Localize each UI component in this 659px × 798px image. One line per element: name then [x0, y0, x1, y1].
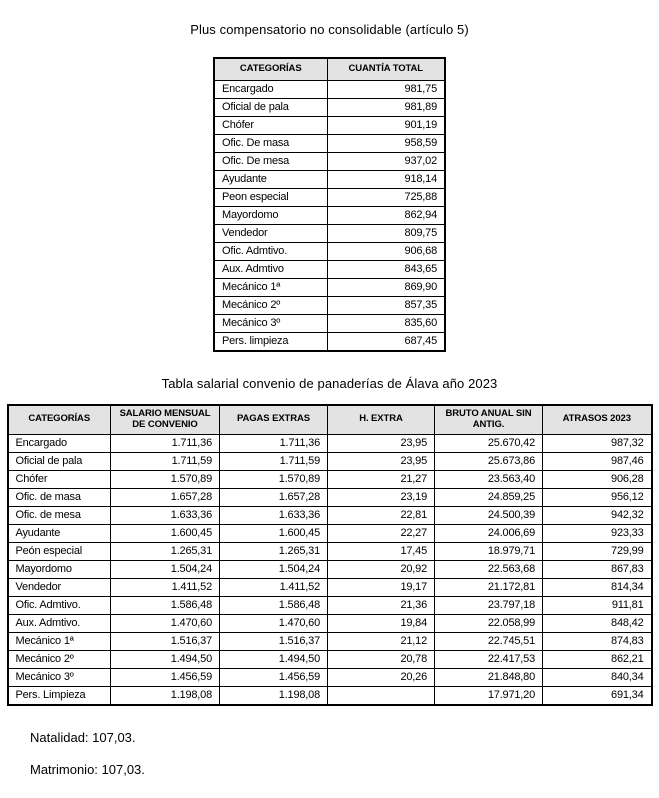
value-cell: 874,83 — [543, 632, 652, 650]
category-cell: Mecánico 3º — [8, 668, 111, 686]
value-cell: 1.711,36 — [220, 434, 328, 452]
value-cell: 18.979,71 — [435, 542, 543, 560]
table-row — [214, 134, 445, 152]
table-row — [214, 224, 445, 242]
table-row — [214, 98, 445, 116]
category-cell: Chófer — [214, 116, 327, 134]
value-cell: 1.600,45 — [220, 524, 328, 542]
value-cell: 19,84 — [328, 614, 435, 632]
value-cell: 1.633,36 — [111, 506, 220, 524]
table-row — [8, 542, 652, 560]
matrimonio-text: Matrimonio: 107,03. — [30, 761, 145, 777]
table-row — [8, 632, 652, 650]
category-cell: Mecánico 2º — [214, 296, 327, 314]
value-cell: 19,17 — [328, 578, 435, 596]
table-row — [8, 578, 652, 596]
salary-table-title: Tabla salarial convenio de panaderías de Álava año 2023 — [161, 375, 498, 391]
table-row — [8, 452, 652, 470]
value-cell: 1.198,08 — [111, 686, 220, 705]
value-cell: 911,81 — [543, 596, 652, 614]
value-cell: 906,68 — [327, 242, 445, 260]
value-cell: 22,81 — [328, 506, 435, 524]
column-header-categorias: CATEGORÍAS — [214, 58, 327, 80]
value-cell: 691,34 — [543, 686, 652, 705]
table-row — [8, 650, 652, 668]
category-cell: Peón especial — [8, 542, 111, 560]
category-cell: Encargado — [8, 434, 111, 452]
value-cell: 23,19 — [328, 488, 435, 506]
category-cell: Mayordomo — [214, 206, 327, 224]
value-cell: 987,46 — [543, 452, 652, 470]
table-row — [8, 668, 652, 686]
value-cell: 867,83 — [543, 560, 652, 578]
value-cell: 869,90 — [327, 278, 445, 296]
value-cell: 1.711,59 — [111, 452, 220, 470]
value-cell: 809,75 — [327, 224, 445, 242]
value-cell: 23,95 — [328, 434, 435, 452]
table-row — [8, 560, 652, 578]
plus-table-header-row — [214, 58, 445, 80]
value-cell: 729,99 — [543, 542, 652, 560]
category-cell: Peon especial — [214, 188, 327, 206]
plus-table — [213, 57, 446, 352]
salary-table-header-row — [8, 405, 652, 434]
category-cell: Vendedor — [8, 578, 111, 596]
value-cell: 1.586,48 — [220, 596, 328, 614]
table-row — [8, 614, 652, 632]
value-cell: 22.563,68 — [435, 560, 543, 578]
category-cell: Ofic. De mesa — [214, 152, 327, 170]
value-cell: 1.657,28 — [220, 488, 328, 506]
value-cell: 1.470,60 — [220, 614, 328, 632]
category-cell: Mecánico 1ª — [8, 632, 111, 650]
table-row — [8, 470, 652, 488]
value-cell: 1.411,52 — [111, 578, 220, 596]
value-cell: 1.470,60 — [111, 614, 220, 632]
value-cell: 848,42 — [543, 614, 652, 632]
category-cell: Ofic. de mesa — [8, 506, 111, 524]
value-cell: 22.417,53 — [435, 650, 543, 668]
value-cell: 21,27 — [328, 470, 435, 488]
category-cell: Mayordomo — [8, 560, 111, 578]
category-cell: Vendedor — [214, 224, 327, 242]
value-cell: 1.516,37 — [220, 632, 328, 650]
value-cell: 1.494,50 — [220, 650, 328, 668]
value-cell: 22.058,99 — [435, 614, 543, 632]
category-cell: Chófer — [8, 470, 111, 488]
value-cell: 1.456,59 — [220, 668, 328, 686]
value-cell: 21,12 — [328, 632, 435, 650]
value-cell: 20,78 — [328, 650, 435, 668]
category-cell: Ofic. Admtivo. — [8, 596, 111, 614]
category-cell: Mecánico 2º — [8, 650, 111, 668]
value-cell: 725,88 — [327, 188, 445, 206]
category-cell: Ayudante — [214, 170, 327, 188]
value-cell: 23,95 — [328, 452, 435, 470]
value-cell: 862,21 — [543, 650, 652, 668]
value-cell: 17.971,20 — [435, 686, 543, 705]
value-cell: 23.563,40 — [435, 470, 543, 488]
value-cell: 1.570,89 — [111, 470, 220, 488]
salary-table-body — [8, 434, 652, 705]
table-row — [214, 116, 445, 134]
value-cell: 901,19 — [327, 116, 445, 134]
value-cell: 1.265,31 — [220, 542, 328, 560]
value-cell: 1.504,24 — [220, 560, 328, 578]
value-cell: 987,32 — [543, 434, 652, 452]
category-cell: Mecánico 1ª — [214, 278, 327, 296]
value-cell: 1.411,52 — [220, 578, 328, 596]
value-cell — [328, 686, 435, 705]
table-row — [8, 488, 652, 506]
value-cell: 956,12 — [543, 488, 652, 506]
value-cell: 937,02 — [327, 152, 445, 170]
value-cell: 25.673,86 — [435, 452, 543, 470]
category-cell: Mecánico 3º — [214, 314, 327, 332]
value-cell: 1.456,59 — [111, 668, 220, 686]
value-cell: 981,75 — [327, 80, 445, 98]
category-cell: Aux. Admtivo — [214, 260, 327, 278]
value-cell: 857,35 — [327, 296, 445, 314]
value-cell: 24.006,69 — [435, 524, 543, 542]
category-cell: Encargado — [214, 80, 327, 98]
category-cell: Aux. Admtivo. — [8, 614, 111, 632]
category-cell: Ayudante — [8, 524, 111, 542]
value-cell: 1.198,08 — [220, 686, 328, 705]
value-cell: 17,45 — [328, 542, 435, 560]
value-cell: 906,28 — [543, 470, 652, 488]
category-cell: Oficial de pala — [214, 98, 327, 116]
value-cell: 24.859,25 — [435, 488, 543, 506]
column-header-atrasos-2023: ATRASOS 2023 — [543, 405, 652, 434]
column-header-h-extra: H. EXTRA — [328, 405, 435, 434]
value-cell: 981,89 — [327, 98, 445, 116]
value-cell: 862,94 — [327, 206, 445, 224]
value-cell: 958,59 — [327, 134, 445, 152]
column-header-categorias: CATEGORÍAS — [8, 405, 111, 434]
table-row — [214, 260, 445, 278]
category-cell: Ofic. Admtivo. — [214, 242, 327, 260]
value-cell: 840,34 — [543, 668, 652, 686]
table-row — [214, 314, 445, 332]
plus-table-title: Plus compensatorio no consolidable (artículo 5) — [190, 22, 469, 37]
plus-table-body — [214, 80, 445, 351]
value-cell: 1.570,89 — [220, 470, 328, 488]
value-cell: 24.500,39 — [435, 506, 543, 524]
value-cell: 1.265,31 — [111, 542, 220, 560]
value-cell: 1.516,37 — [111, 632, 220, 650]
table-row — [8, 596, 652, 614]
value-cell: 942,32 — [543, 506, 652, 524]
value-cell: 918,14 — [327, 170, 445, 188]
column-header-bruto-anual: BRUTO ANUAL SIN ANTIG. — [435, 405, 543, 434]
table-row — [214, 242, 445, 260]
category-cell: Oficial de pala — [8, 452, 111, 470]
value-cell: 20,26 — [328, 668, 435, 686]
column-header-pagas-extras: PAGAS EXTRAS — [220, 405, 328, 434]
table-row — [214, 332, 445, 351]
value-cell: 20,92 — [328, 560, 435, 578]
value-cell: 21,36 — [328, 596, 435, 614]
natalidad-text: Natalidad: 107,03. — [30, 729, 136, 745]
table-row — [8, 434, 652, 452]
table-row — [214, 80, 445, 98]
table-row — [214, 206, 445, 224]
salary-table — [7, 404, 653, 706]
value-cell: 21.848,80 — [435, 668, 543, 686]
category-cell: Pers. limpieza — [214, 332, 327, 351]
table-row — [8, 506, 652, 524]
value-cell: 21.172,81 — [435, 578, 543, 596]
value-cell: 1.711,36 — [111, 434, 220, 452]
table-row — [214, 296, 445, 314]
value-cell: 814,34 — [543, 578, 652, 596]
category-cell: Ofic. De masa — [214, 134, 327, 152]
table-row — [214, 188, 445, 206]
value-cell: 22,27 — [328, 524, 435, 542]
column-header-cuantia-total: CUANTÍA TOTAL — [327, 58, 445, 80]
value-cell: 835,60 — [327, 314, 445, 332]
column-header-salario-mensual: SALARIO MENSUAL DE CONVENIO — [111, 405, 220, 434]
table-row — [214, 278, 445, 296]
value-cell: 687,45 — [327, 332, 445, 351]
value-cell: 1.633,36 — [220, 506, 328, 524]
category-cell: Ofic. de masa — [8, 488, 111, 506]
value-cell: 1.657,28 — [111, 488, 220, 506]
value-cell: 923,33 — [543, 524, 652, 542]
value-cell: 1.711,59 — [220, 452, 328, 470]
table-row — [8, 686, 652, 705]
value-cell: 22.745,51 — [435, 632, 543, 650]
value-cell: 25.670,42 — [435, 434, 543, 452]
value-cell: 1.494,50 — [111, 650, 220, 668]
table-row — [214, 152, 445, 170]
table-row — [214, 170, 445, 188]
value-cell: 1.600,45 — [111, 524, 220, 542]
value-cell: 1.504,24 — [111, 560, 220, 578]
value-cell: 1.586,48 — [111, 596, 220, 614]
value-cell: 843,65 — [327, 260, 445, 278]
category-cell: Pers. Limpieza — [8, 686, 111, 705]
table-row — [8, 524, 652, 542]
value-cell: 23.797,18 — [435, 596, 543, 614]
